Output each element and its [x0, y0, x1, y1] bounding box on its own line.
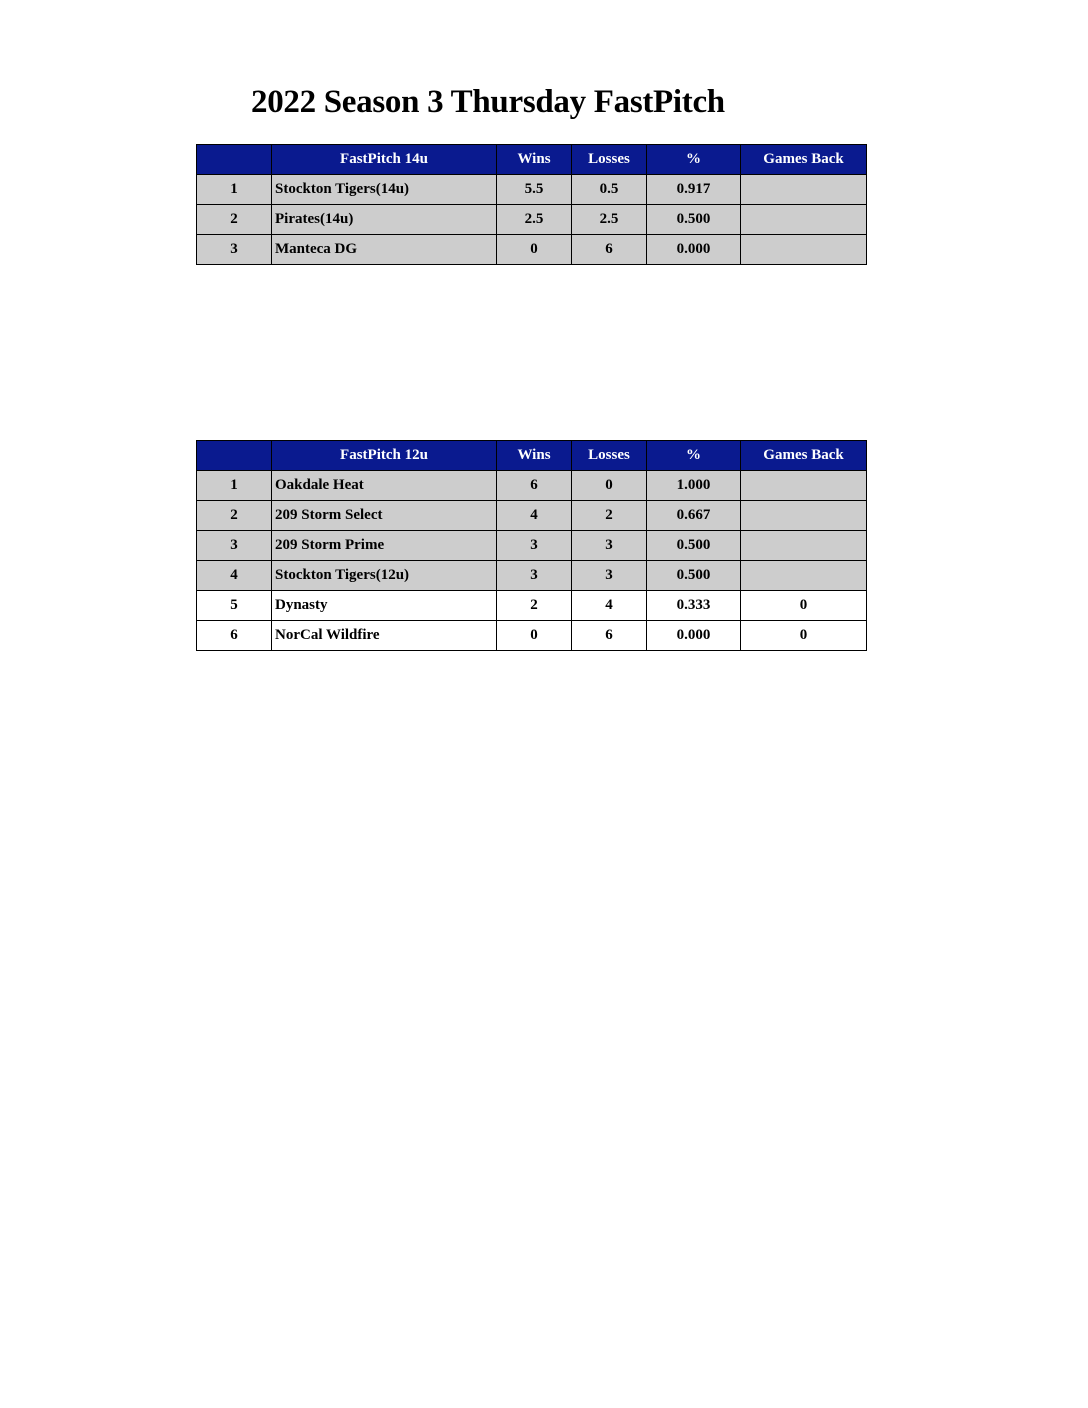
pct-cell: 0.500 — [647, 205, 741, 235]
rank-cell: 3 — [197, 235, 272, 265]
team-cell: Oakdale Heat — [272, 471, 497, 501]
rank-cell: 5 — [197, 591, 272, 621]
games-back-cell — [741, 501, 867, 531]
rank-cell: 1 — [197, 175, 272, 205]
pct-cell: 0.000 — [647, 235, 741, 265]
table-row — [197, 501, 867, 531]
header-row — [197, 441, 867, 471]
losses-cell: 2.5 — [572, 205, 647, 235]
table-row — [197, 531, 867, 561]
table-row — [197, 561, 867, 591]
team-cell: Dynasty — [272, 591, 497, 621]
rank-cell: 4 — [197, 561, 272, 591]
team-cell: 209 Storm Select — [272, 501, 497, 531]
header-pct: % — [647, 145, 741, 175]
header-wins: Wins — [497, 145, 572, 175]
page-title: 2022 Season 3 Thursday FastPitch — [251, 84, 725, 120]
header-losses: Losses — [572, 145, 647, 175]
team-cell: 209 Storm Prime — [272, 531, 497, 561]
losses-cell: 0.5 — [572, 175, 647, 205]
pct-cell: 0.333 — [647, 591, 741, 621]
wins-cell: 2 — [497, 591, 572, 621]
team-cell: Stockton Tigers(14u) — [272, 175, 497, 205]
rank-cell: 1 — [197, 471, 272, 501]
pct-cell: 1.000 — [647, 471, 741, 501]
pct-cell: 0.667 — [647, 501, 741, 531]
pct-cell: 0.500 — [647, 531, 741, 561]
games-back-cell — [741, 531, 867, 561]
wins-cell: 3 — [497, 531, 572, 561]
table-row — [197, 175, 867, 205]
rank-cell: 6 — [197, 621, 272, 651]
header-wins: Wins — [497, 441, 572, 471]
games-back-cell — [741, 175, 867, 205]
table-row — [197, 205, 867, 235]
games-back-cell — [741, 471, 867, 501]
header-rank — [197, 441, 272, 471]
wins-cell: 4 — [497, 501, 572, 531]
header-games-back: Games Back — [741, 441, 867, 471]
table-row — [197, 471, 867, 501]
games-back-cell — [741, 235, 867, 265]
losses-cell: 0 — [572, 471, 647, 501]
header-games-back: Games Back — [741, 145, 867, 175]
losses-cell: 6 — [572, 621, 647, 651]
losses-cell: 4 — [572, 591, 647, 621]
wins-cell: 5.5 — [497, 175, 572, 205]
wins-cell: 0 — [497, 621, 572, 651]
games-back-cell — [741, 561, 867, 591]
losses-cell: 6 — [572, 235, 647, 265]
games-back-cell — [741, 205, 867, 235]
table-row — [197, 621, 867, 651]
team-cell: Stockton Tigers(12u) — [272, 561, 497, 591]
wins-cell: 0 — [497, 235, 572, 265]
wins-cell: 3 — [497, 561, 572, 591]
rank-cell: 2 — [197, 205, 272, 235]
pct-cell: 0.000 — [647, 621, 741, 651]
team-cell: Pirates(14u) — [272, 205, 497, 235]
header-losses: Losses — [572, 441, 647, 471]
header-division: FastPitch 12u — [272, 441, 497, 471]
losses-cell: 3 — [572, 531, 647, 561]
rank-cell: 3 — [197, 531, 272, 561]
header-pct: % — [647, 441, 741, 471]
pct-cell: 0.917 — [647, 175, 741, 205]
wins-cell: 6 — [497, 471, 572, 501]
table-row — [197, 591, 867, 621]
rank-cell: 2 — [197, 501, 272, 531]
standings-table-14u — [196, 144, 867, 265]
standings-table-12u — [196, 440, 867, 651]
header-row — [197, 145, 867, 175]
header-rank — [197, 145, 272, 175]
team-cell: Manteca DG — [272, 235, 497, 265]
losses-cell: 2 — [572, 501, 647, 531]
wins-cell: 2.5 — [497, 205, 572, 235]
team-cell: NorCal Wildfire — [272, 621, 497, 651]
table-row — [197, 235, 867, 265]
losses-cell: 3 — [572, 561, 647, 591]
games-back-cell: 0 — [741, 621, 867, 651]
header-division: FastPitch 14u — [272, 145, 497, 175]
games-back-cell: 0 — [741, 591, 867, 621]
pct-cell: 0.500 — [647, 561, 741, 591]
